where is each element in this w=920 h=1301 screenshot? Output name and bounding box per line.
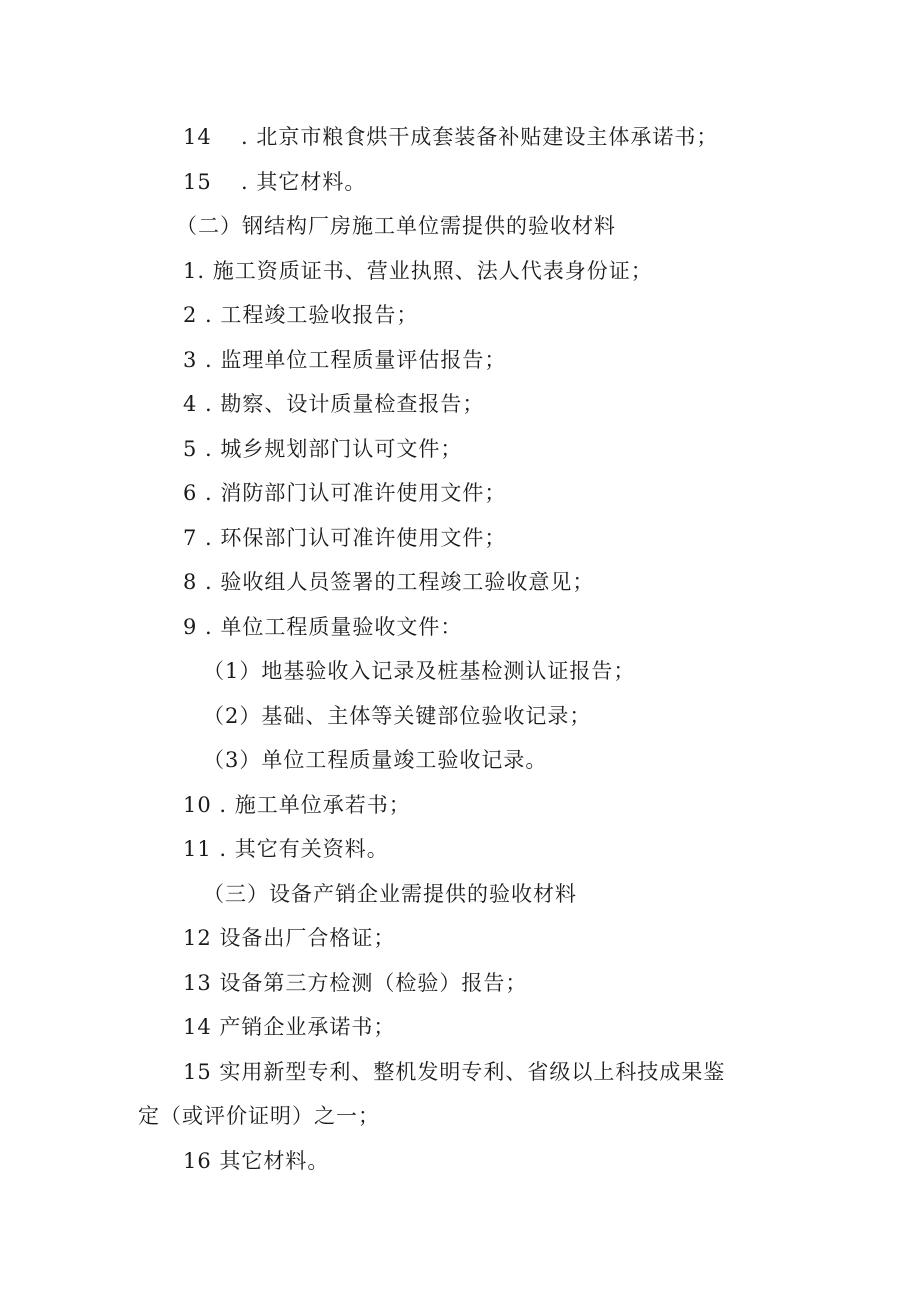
list-item-12: 12 设备出厂合格证；: [183, 926, 396, 950]
sub-item-2: （2）基础、主体等关键部位验收记录；: [203, 704, 592, 728]
item-number: 14: [183, 125, 212, 149]
list-item-9: 9 . 单位工程质量验收文件：: [183, 615, 463, 639]
item-text: . 其它材料。: [241, 170, 367, 194]
list-item-10: 10 . 施工单位承若书；: [183, 793, 411, 817]
sub-item-3: （3）单位工程质量竣工验收记录。: [203, 748, 548, 772]
list-item-15-other-materials: [183, 167, 366, 197]
section-heading-steel-structure: （二）钢结构厂房施工单位需提供的验收材料: [176, 214, 616, 238]
list-item-14-support-commitment: [183, 122, 718, 152]
list-item-15-continuation: 定（或评价证明）之一；: [138, 1104, 380, 1128]
list-item-6: 6 . 消防部门认可准许使用文件；: [183, 481, 507, 505]
list-item-13: 13 设备第三方检测（检验）报告；: [183, 971, 528, 995]
list-item-14: 14 产销企业承诺书；: [183, 1015, 396, 1039]
list-item-4: 4 . 勘察、设计质量检查报告；: [183, 392, 485, 416]
item-number: 15: [183, 170, 212, 194]
list-item-5: 5 . 城乡规划部门认可文件；: [183, 437, 463, 461]
list-item-1: 1. 施工资质证书、营业执照、法人代表身份证；: [183, 259, 653, 283]
list-item-15-patents: 15 实用新型专利、整机发明专利、省级以上科技成果鉴: [183, 1060, 726, 1084]
list-item-7: 7 . 环保部门认可准许使用文件；: [183, 526, 507, 550]
list-item-3: 3 . 监理单位工程质量评估报告；: [183, 348, 507, 372]
list-item-11: 11 . 其它有关资料。: [183, 837, 389, 861]
item-text: . 北京市粮食烘干成套装备补贴建设主体承诺书；: [241, 125, 719, 149]
section-heading-equipment: （三）设备产销企业需提供的验收材料: [203, 882, 577, 906]
sub-item-1: （1）地基验收入记录及桩基检测认证报告；: [203, 659, 636, 683]
list-item-8: 8 . 验收组人员签署的工程竣工验收意见；: [183, 570, 595, 594]
list-item-2: 2 . 工程竣工验收报告；: [183, 303, 419, 327]
list-item-16: 16 其它材料。: [183, 1149, 330, 1173]
